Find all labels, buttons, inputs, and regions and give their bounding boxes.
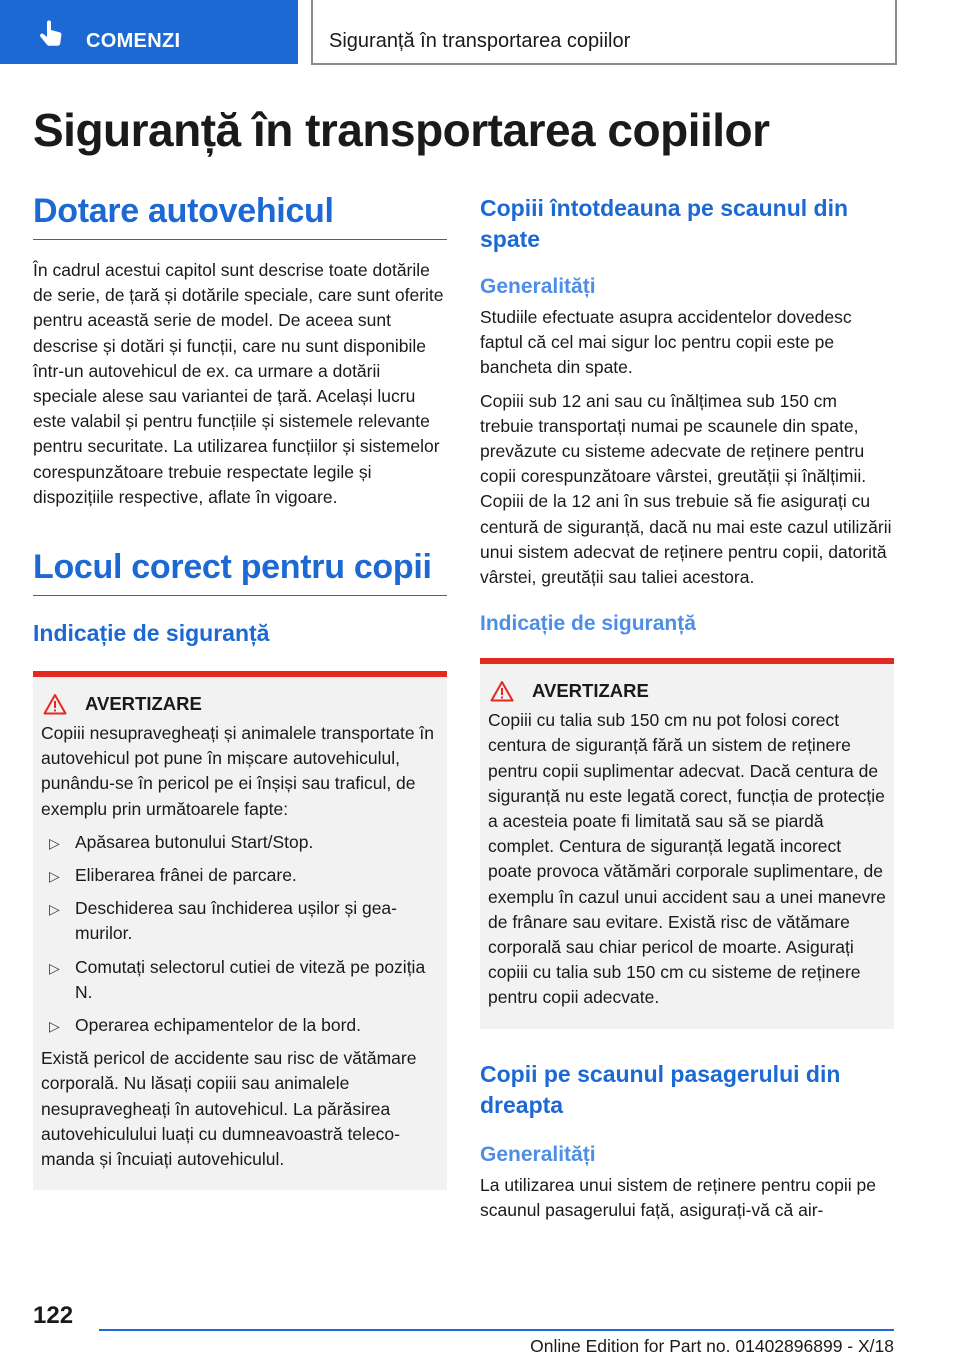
- footer-divider: [99, 1329, 894, 1331]
- warning-intro: Copiii nesupravegheați și animalele transportate în autovehicul pot pune în mișcare autovehiculul, punându-se în pericol pe ei înșiși sau traficul, de exemplu prin următoarele fapte:: [41, 723, 435, 819]
- list-item: ▷ Apăsarea butonului Start/Stop.: [41, 830, 439, 855]
- heading-rear-seat: Copiii întotdeauna pe scaunul din spate: [480, 195, 849, 252]
- left-column: [33, 192, 447, 1190]
- heading-safety-note: Indicație de siguranță: [33, 620, 270, 647]
- edition-text: Online Edition for Part no. 01402896899 - X/18: [530, 1336, 894, 1356]
- warning-header-right: [488, 680, 886, 702]
- general-paragraph-2: La utilizarea unui sistem de reținere pentru copii pe scaunul pasagerului față, asigurați-vă că air-: [480, 1174, 876, 1220]
- heading-front-passenger: Copii pe scaunul pasagerului din dreapta: [480, 1060, 841, 1118]
- bullet-triangle-icon: ▷: [49, 834, 60, 851]
- list-item: ▷ Operarea echipamentelor de la bord.: [41, 1013, 439, 1038]
- warning-triangle-icon: [490, 680, 514, 702]
- warning-label-right: AVERTIZARE: [532, 680, 649, 702]
- hand-pointer-icon: [36, 18, 66, 48]
- warning-triangle-icon: [43, 693, 67, 715]
- heading-child-place: Locul corect pentru copii: [33, 548, 447, 596]
- warning-header: [41, 693, 439, 715]
- warning-box-right: [480, 658, 894, 1028]
- general-paragraph-1a: Studiile efectuate asupra accidentelor dovedesc faptul că cel mai sigur loc pentru copii este pe bancheta din spate.: [480, 307, 852, 378]
- general-paragraph-1b: Copiii sub 12 ani sau cu înălțimea sub 150 cm trebuie transportați numai pe scaunele din spate, prevăzute cu sisteme adecvate de reținere pentru copii corespunzătoare vârstei, greutății și înălțimii. Copiii de la 12 ani în sus trebuie să fie asigurați cu centură de siguranță, dacă nu mai este cazul utilizării unui sistem adecvat de reținere pentru copii, datorită vârstei, greutății sau taliei acestora.: [480, 390, 892, 588]
- section-tab[interactable]: [0, 0, 298, 64]
- page-number: 122: [33, 1302, 74, 1329]
- warning-outro: Există pericol de accidente sau risc de vătămare corporală. Nu lăsați copiii sau animalele nesupravegheați în autovehicul. La părăsirea autovehiculului luați cu dumneavoastră telecomanda și încuiați autovehiculul.: [41, 1048, 417, 1170]
- heading-general-1: Generalități: [480, 275, 596, 298]
- bullet-triangle-icon: ▷: [49, 1018, 60, 1035]
- warning-box: [33, 671, 447, 1190]
- warning-text-right: Copiii cu talia sub 150 cm nu pot folosi corect centura de siguranță fără un sistem de reținere pentru copii suplimentar adecvat. Dacă centura de siguranță nu este legată corect, funcția de protecție a acesteia poate fi limitată sau să se piardă complet. Centura de siguranță legată incorect poate provoca vătămări corporale suplimentare, de exemplu în cazul unui accident sau a unei manevre de frânare sau evitare. Există risc de vătămare corporală sau chiar pericol de moarte. Asigurați copiii cu talia sub 150 cm cu sisteme de reținere pentru copii adecvate.: [488, 710, 886, 1008]
- bullet-triangle-icon: ▷: [49, 959, 60, 976]
- heading-equipment: Dotare autovehicul: [33, 192, 447, 240]
- list-item: ▷ Comutați selectorul cutiei de viteză pe poziția N.: [49, 956, 426, 1002]
- right-column: [480, 193, 894, 1223]
- breadcrumb-label: Siguranță în transportarea copiilor: [329, 30, 631, 52]
- warning-list: [41, 830, 439, 1038]
- heading-safety-note-right: Indicație de siguranță: [480, 612, 696, 636]
- breadcrumb: [311, 0, 897, 65]
- warning-label: AVERTIZARE: [85, 693, 202, 715]
- section-tab-label: COMENZI: [86, 30, 181, 52]
- heading-general-2: Generalități: [480, 1142, 596, 1166]
- list-item: ▷ Eliberarea frânei de parcare.: [41, 863, 439, 888]
- list-item: ▷ Deschiderea sau închiderea ușilor și geamurilor.: [49, 898, 397, 944]
- equipment-paragraph: În cadrul acestui capitol sunt descrise toate dotările de serie, de țară și dotările speciale, care sunt oferite pentru această serie de model. De aceea sunt descrise și dotări și funcții, care nu sunt disponibile într-un autovehicul de ex. ca urmare a dotării speciale alese sau variantei de țară. Același lucru este valabil și pentru funcțiile și sistemele relevante pentru securitate. La utilizarea funcțiilor și sistemelor corespunzătoare trebuie respectate legile și dispozițiile respective, aflate în vigoare.: [33, 260, 444, 507]
- page-title: Siguranță în transportarea copiilor: [33, 104, 770, 156]
- bullet-triangle-icon: ▷: [49, 868, 60, 885]
- bullet-triangle-icon: ▷: [49, 901, 60, 918]
